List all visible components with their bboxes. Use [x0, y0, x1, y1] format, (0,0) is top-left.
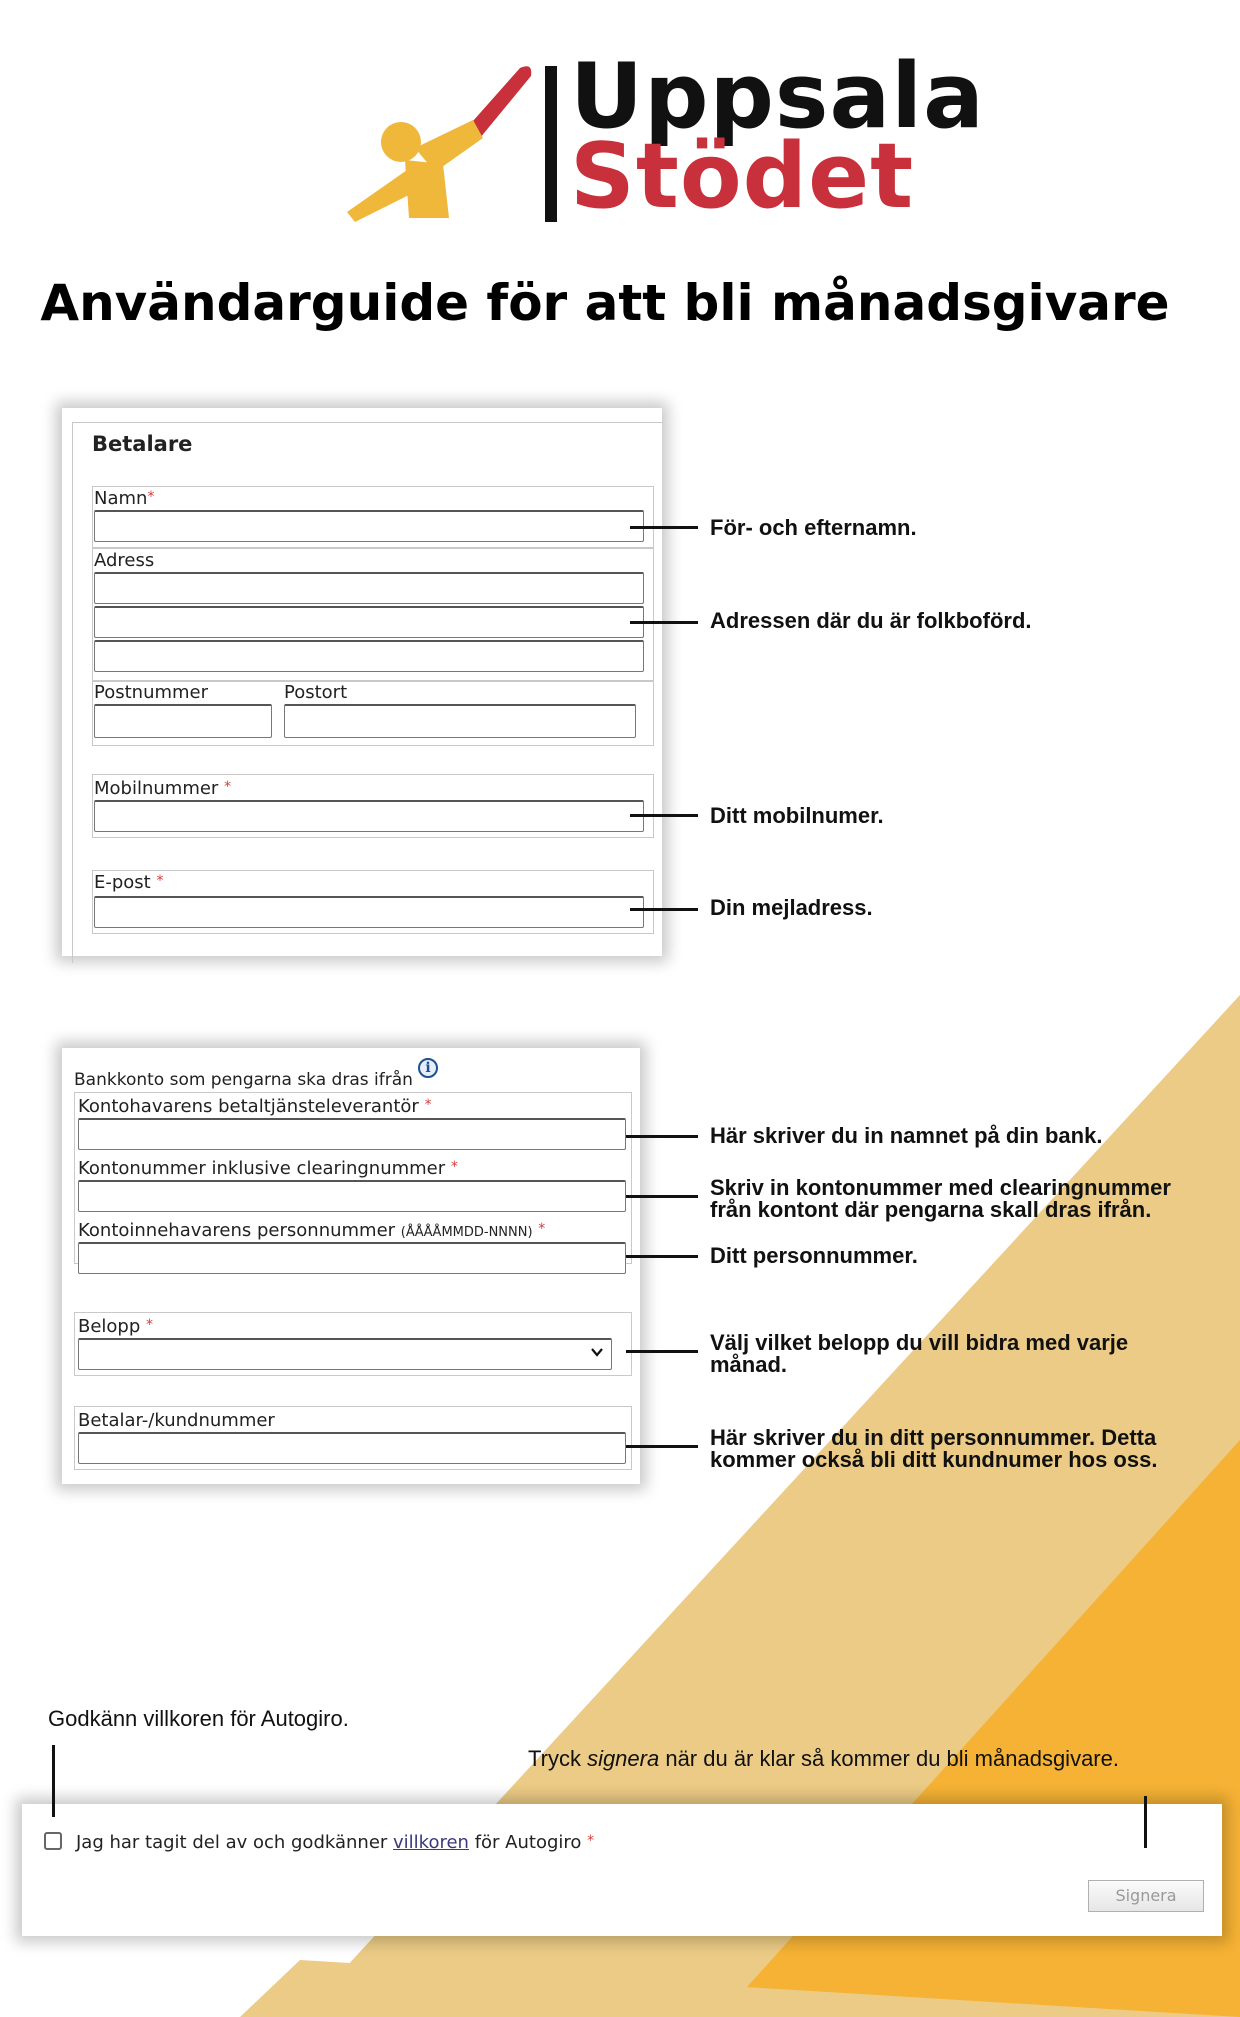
kontonummer-label: Kontonummer inklusive clearingnummer *	[78, 1158, 458, 1179]
signera-button[interactable]: Signera	[1088, 1880, 1204, 1912]
postort-input[interactable]	[284, 704, 636, 738]
villkor-link[interactable]: villkoren	[393, 1832, 469, 1853]
leverantor-label: Kontohavarens betaltjänsteleverantör *	[78, 1096, 432, 1117]
belopp-annotation-line1: Välj vilket belopp du vill bidra med varje	[710, 1330, 1129, 1355]
signera-annotation: Tryck signera när du är klar så kommer du bli månadsgivare.	[528, 1746, 1119, 1771]
adress-pointer	[630, 621, 698, 624]
signera-pointer	[1144, 1796, 1147, 1848]
personnummer-pointer	[626, 1255, 698, 1258]
kund-pointer	[626, 1445, 698, 1448]
adress-annotation: Adressen där du är folkboförd.	[710, 608, 1032, 633]
konto-annotation-line1: Skriv in kontonummer med clearingnummer	[710, 1175, 1171, 1200]
namn-label: Namn*	[94, 488, 155, 509]
kundnummer-input[interactable]	[78, 1432, 626, 1464]
logo-figure-icon	[345, 60, 545, 230]
godkann-pointer	[52, 1745, 55, 1817]
postnummer-input[interactable]	[94, 704, 272, 738]
namn-input[interactable]	[94, 510, 644, 542]
bank-annotation: Här skriver du in namnet på din bank.	[710, 1123, 1103, 1148]
mobil-pointer	[630, 814, 698, 817]
belopp-pointer	[626, 1350, 698, 1353]
konto-pointer	[626, 1195, 698, 1198]
postort-label: Postort	[284, 682, 348, 703]
personnummer-input[interactable]	[78, 1242, 626, 1274]
villkor-text: Jag har tagit del av och godkänner villkoren för Autogiro *	[76, 1832, 595, 1853]
logo-divider	[545, 66, 557, 222]
belopp-annotation	[710, 1332, 1128, 1376]
epost-input[interactable]	[94, 896, 644, 928]
epost-pointer	[630, 908, 698, 911]
adress-input-1[interactable]	[94, 572, 644, 604]
personnummer-label: Kontoinnehavarens personnummer (ÅÅÅÅMMDD-NNNN) *	[78, 1220, 546, 1241]
mobil-input[interactable]	[94, 800, 644, 832]
leverantor-input[interactable]	[78, 1118, 626, 1150]
kundnummer-label: Betalar-/kundnummer	[78, 1410, 275, 1431]
mobil-label: Mobilnummer *	[94, 778, 232, 799]
kund-annotation-line1: Här skriver du in ditt personnummer. Detta	[710, 1425, 1157, 1450]
namn-annotation: För- och efternamn.	[710, 515, 917, 540]
kontonummer-input[interactable]	[78, 1180, 626, 1212]
belopp-annotation-line2: månad.	[710, 1352, 788, 1377]
belopp-label: Belopp *	[78, 1316, 154, 1337]
kund-annotation-line2: kommer också bli ditt kundnumer hos oss.	[710, 1447, 1158, 1472]
betalare-panel	[62, 408, 662, 956]
epost-label: E-post *	[94, 872, 164, 893]
adress-input-3[interactable]	[94, 640, 644, 672]
konto-annotation	[710, 1177, 1171, 1221]
bankkonto-panel	[62, 1048, 640, 1484]
epost-annotation: Din mejladress.	[710, 895, 873, 920]
chevron-down-icon	[591, 1346, 603, 1358]
bank-pointer	[626, 1135, 698, 1138]
belopp-select[interactable]	[78, 1338, 612, 1370]
mobil-annotation: Ditt mobilnumer.	[710, 803, 884, 828]
godkann-annotation: Godkänn villkoren för Autogiro.	[48, 1706, 349, 1731]
adress-label: Adress	[94, 550, 155, 571]
adress-input-2[interactable]	[94, 606, 644, 638]
logo	[345, 44, 985, 230]
villkor-checkbox[interactable]	[44, 1832, 62, 1850]
info-icon[interactable]: i	[418, 1058, 438, 1078]
bankkonto-heading: Bankkonto som pengarna ska dras ifrån	[74, 1070, 413, 1090]
personnummer-annotation: Ditt personnummer.	[710, 1243, 918, 1268]
consent-panel	[22, 1804, 1222, 1936]
logo-text-stodet: Stödet	[570, 124, 915, 229]
namn-pointer	[630, 526, 698, 529]
konto-annotation-line2: från kontont där pengarna skall dras ifrån.	[710, 1197, 1152, 1222]
page-title: Användarguide för att bli månadsgivare	[40, 274, 1170, 332]
betalare-heading: Betalare	[92, 432, 193, 456]
kund-annotation	[710, 1427, 1157, 1471]
logo-text-uppsala: Uppsala	[570, 44, 985, 149]
postnummer-label: Postnummer	[94, 682, 209, 703]
